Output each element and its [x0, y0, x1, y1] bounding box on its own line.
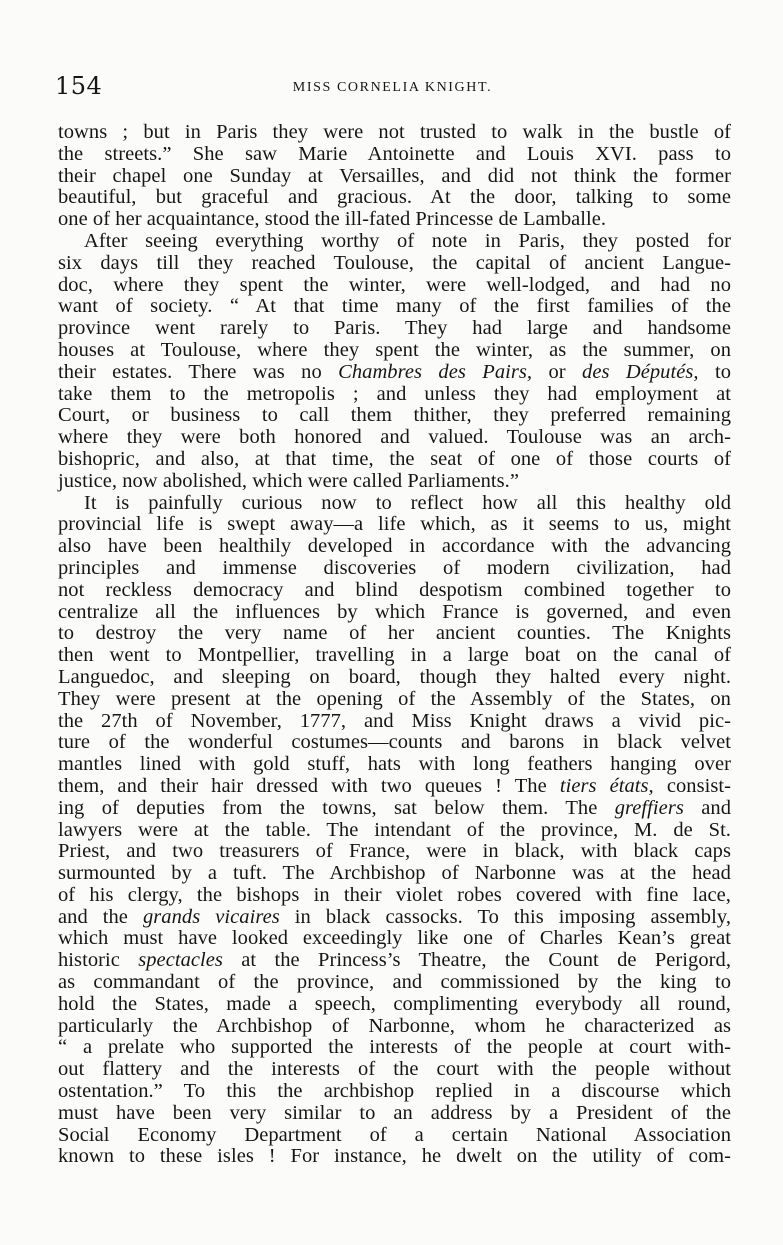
- text-line: to destroy the very name of her ancient counties. The Knights: [58, 622, 731, 645]
- text-line: surmounted by a tuft. The Archbishop of Narbonne was at the head: [58, 862, 731, 885]
- text-segment: and the: [58, 905, 143, 928]
- text-line: want of society. “ At that time many of the first families of the: [58, 295, 731, 318]
- text-line: their chapel one Sunday at Versailles, and did not think the former: [58, 164, 731, 187]
- text-line: the streets.” She saw Marie Antoinette and Louis XVI. pass to: [58, 142, 731, 165]
- text-line: must have been very similar to an address by a President of the: [58, 1101, 731, 1124]
- text-line: not reckless democracy and blind despotism combined together to: [58, 578, 731, 601]
- text-line: lawyers were at the table. The intendant of the province, M. de St.: [58, 818, 731, 841]
- text-line: of his clergy, the bishops in their violet robes covered with fine lace,: [58, 883, 731, 906]
- text-line: After seeing everything worthy of note in Paris, they posted for: [84, 229, 731, 252]
- text-line: Court, or business to call them thither, they preferred remaining: [58, 404, 731, 427]
- text-line: [58, 798, 731, 820]
- text-line: one of her acquaintance, stood the ill-fated Princesse de Lamballe.: [58, 208, 607, 231]
- text-line: province went rarely to Paris. They had large and handsome: [58, 317, 731, 340]
- text-segment: historic: [58, 949, 139, 972]
- text-line: hold the States, made a speech, complimenting everybody all round,: [58, 992, 731, 1015]
- text-segment: or: [532, 360, 583, 383]
- text-line: mantles lined with gold stuff, hats with long feathers hanging over: [58, 753, 731, 776]
- text-line: [58, 950, 731, 972]
- text-line: as commandant of the province, and commissioned by the king to: [58, 971, 731, 994]
- text-line: It is painfully curious now to reflect how all this healthy old: [84, 491, 731, 514]
- body-text: [58, 122, 731, 1168]
- text-line: justice, now abolished, which were called Parliaments.”: [58, 469, 520, 492]
- text-line: Priest, and two treasurers of France, were in black, with black caps: [58, 840, 731, 863]
- text-segment: their estates. There was no: [58, 360, 339, 383]
- text-line: [58, 776, 731, 798]
- text-line: houses at Toulouse, where they spent the winter, as the summer, on: [58, 338, 731, 361]
- text-line: the 27th of November, 1777, and Miss Knight draws a vivid pic-: [58, 709, 731, 732]
- page-number: 154: [55, 72, 103, 100]
- text-line: bishopric, and also, at that time, the seat of one of those courts of: [58, 447, 731, 470]
- text-segment: them, and their hair dressed with two queues ! The: [58, 774, 560, 797]
- text-line: out flattery and the interests of the court with the people without: [58, 1058, 731, 1081]
- text-segment: in black cassocks. To this imposing assembly,: [279, 905, 731, 928]
- italic-phrase: tiers états,: [559, 774, 654, 797]
- text-line: Languedoc, and sleeping on board, though they halted every night.: [58, 665, 731, 688]
- text-line: [58, 907, 731, 929]
- text-line: [58, 362, 731, 384]
- text-line: six days till they reached Toulouse, the capital of ancient Langue-: [58, 251, 731, 274]
- page-header: [55, 72, 730, 106]
- text-line: which must have looked exceedingly like one of Charles Kean’s great: [58, 927, 731, 950]
- text-line: Social Economy Department of a certain National Association: [58, 1123, 731, 1146]
- running-head: MISS CORNELIA KNIGHT.: [292, 80, 493, 95]
- text-line: ture of the wonderful costumes—counts and barons in black velvet: [58, 731, 731, 754]
- text-segment: to: [698, 360, 731, 383]
- text-line: beautiful, but graceful and gracious. At the door, talking to some: [58, 186, 731, 209]
- italic-phrase: Chambres des Pairs,: [338, 360, 533, 383]
- text-segment: consist-: [653, 774, 731, 797]
- text-line: centralize all the influences by which France is governed, and even: [58, 600, 731, 623]
- text-line: then went to Montpellier, travelling in a large boat on the canal of: [58, 644, 731, 667]
- text-line: provincial life is swept away—a life which, as it seems to us, might: [58, 513, 731, 536]
- italic-phrase: greffiers: [614, 796, 684, 819]
- italic-phrase: spectacles: [138, 949, 223, 972]
- text-line: principles and immense discoveries of modern civilization, had: [58, 556, 731, 579]
- text-segment: ing of deputies from the towns, sat below them. The: [58, 796, 615, 819]
- text-line: “ a prelate who supported the interests of the people at court with-: [58, 1036, 731, 1059]
- text-line: particularly the Archbishop of Narbonne, whom he characterized as: [58, 1014, 731, 1037]
- text-line: ostentation.” To this the archbishop replied in a discourse which: [58, 1080, 731, 1103]
- italic-phrase: des Députés,: [582, 360, 699, 383]
- text-line: They were present at the opening of the Assembly of the States, on: [58, 687, 731, 710]
- text-segment: at the Princess’s Theatre, the Count de Perigord,: [222, 949, 731, 972]
- text-line: known to these isles ! For instance, he dwelt on the utility of com-: [58, 1145, 731, 1168]
- text-line: take them to the metropolis ; and unless they had employment at: [58, 382, 731, 405]
- italic-phrase: grands vicaires: [142, 905, 280, 928]
- text-line: doc, where they spent the winter, were well-lodged, and had no: [58, 273, 731, 296]
- text-segment: and: [683, 796, 731, 819]
- text-line: also have been healthily developed in accordance with the advancing: [58, 535, 731, 558]
- text-line: where they were both honored and valued. Toulouse was an arch-: [58, 426, 731, 449]
- text-line: towns ; but in Paris they were not trusted to walk in the bustle of: [58, 121, 731, 143]
